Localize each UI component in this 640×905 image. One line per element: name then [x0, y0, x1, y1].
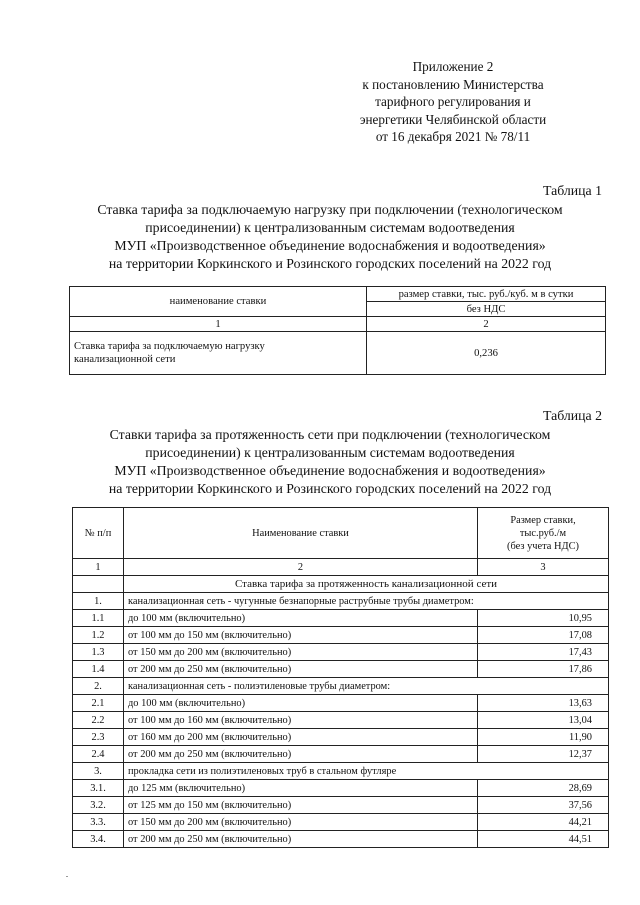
- table1-title-line: на территории Коркинского и Розинского городских поселений на 2022 год: [108, 256, 552, 271]
- appendix-header: [333, 58, 573, 146]
- table2-row-number: 3.1.: [73, 780, 124, 797]
- table2-row: [73, 831, 609, 848]
- table1-title: [40, 201, 620, 273]
- table2-row-name: от 150 мм до 200 мм (включительно): [124, 814, 478, 831]
- scan-speck: [66, 876, 68, 877]
- table2-row-number: 1.3: [73, 644, 124, 661]
- appendix-line: от 16 декабря 2021 № 78/11: [375, 129, 531, 144]
- table2-row: [73, 712, 609, 729]
- table1-row-name: [70, 332, 367, 375]
- table2-row-number: 3.: [73, 763, 124, 780]
- table2-row-number: 3.2.: [73, 797, 124, 814]
- appendix-line: энергетики Челябинской области: [359, 111, 547, 127]
- table2-row-name: от 100 мм до 160 мм (включительно): [124, 712, 478, 729]
- table1-title-line: МУП «Производственное объединение водоснабжения и водоотведения»: [114, 238, 546, 253]
- table2-row-name: от 150 мм до 200 мм (включительно): [124, 644, 478, 661]
- table1-row-value: 0,236: [367, 332, 606, 375]
- table2-row-number: 3.4.: [73, 831, 124, 848]
- table2-label: Таблица 2: [542, 408, 602, 423]
- table2-row: [73, 627, 609, 644]
- table2-row-value: 44,51: [478, 831, 609, 848]
- table2-row: [73, 661, 609, 678]
- table2-group-row: [73, 678, 609, 695]
- table1-header-size-sub: без НДС: [367, 302, 606, 317]
- table2-row-number: 2.3: [73, 729, 124, 746]
- table2-row: [73, 814, 609, 831]
- table2-title-line: присоединении) к централизованным системам водоотведения: [145, 445, 515, 460]
- table2-row: [73, 746, 609, 763]
- table2-row-value: 13,63: [478, 695, 609, 712]
- table2-row-name: от 160 мм до 200 мм (включительно): [124, 729, 478, 746]
- table2-row-number: 1.4: [73, 661, 124, 678]
- table2-row-name: от 200 мм до 250 мм (включительно): [124, 746, 478, 763]
- table1-title-line: присоединении) к централизованным системам водоотведения: [145, 220, 515, 235]
- table1-colnum: 1: [70, 317, 367, 332]
- appendix-line: к постановлению Министерства: [362, 76, 544, 92]
- table2-title: [40, 426, 620, 498]
- table2-row-number: 2.1: [73, 695, 124, 712]
- table2-row-name: канализационная сеть - полиэтиленовые трубы диаметром:: [124, 678, 609, 695]
- table2-row-name: канализационная сеть - чугунные безнапорные раструбные трубы диаметром:: [124, 593, 609, 610]
- table1-label: Таблица 1: [542, 183, 602, 198]
- table2-row-value: 17,08: [478, 627, 609, 644]
- table2-row-name: прокладка сети из полиэтиленовых труб в стальном футляре: [124, 763, 609, 780]
- table1-colnum: 2: [367, 317, 606, 332]
- table2-row-number: 1.1: [73, 610, 124, 627]
- table2-header-size: [478, 508, 609, 559]
- table2-row: [73, 644, 609, 661]
- table2-row: [73, 729, 609, 746]
- table2-row-value: 17,43: [478, 644, 609, 661]
- table2-row-name: до 100 мм (включительно): [124, 695, 478, 712]
- table2-group-row: [73, 593, 609, 610]
- table2-header-size-line: (без учета НДС): [507, 540, 579, 552]
- table2-header-size-line: Размер ставки,: [510, 514, 576, 526]
- table2-row-value: 17,86: [478, 661, 609, 678]
- table1-header-size: размер ставки, тыс. руб./куб. м в сутки: [367, 287, 606, 302]
- table2-header-size-line: тыс.руб./м: [519, 527, 567, 539]
- table2-header-no: № п/п: [73, 508, 124, 559]
- table2-row: [73, 797, 609, 814]
- table2-section-spacer: [73, 576, 124, 593]
- table2-row-value: 10,95: [478, 610, 609, 627]
- table2-row-value: 12,37: [478, 746, 609, 763]
- table1: [69, 286, 606, 375]
- table2-row-value: 28,69: [478, 780, 609, 797]
- table2-section-title: Ставка тарифа за протяженность канализационной сети: [124, 576, 609, 593]
- table2-colnum: 2: [124, 559, 478, 576]
- table2-row-name: до 125 мм (включительно): [124, 780, 478, 797]
- table1-row-name-line: Ставка тарифа за подключаемую нагрузку: [74, 341, 265, 352]
- table2-colnum: 1: [73, 559, 124, 576]
- table2-group-row: [73, 763, 609, 780]
- table2-row: [73, 695, 609, 712]
- table1-header-name: наименование ставки: [70, 287, 367, 317]
- table2-colnum: 3: [478, 559, 609, 576]
- table2-row-name: от 125 мм до 150 мм (включительно): [124, 797, 478, 814]
- table1-title-line: Ставка тарифа за подключаемую нагрузку при подключении (технологическом: [97, 202, 563, 217]
- table2-row-number: 2.: [73, 678, 124, 695]
- table2-row-value: 37,56: [478, 797, 609, 814]
- table2-row-value: 13,04: [478, 712, 609, 729]
- table2-row-value: 44,21: [478, 814, 609, 831]
- table2-row-number: 3.3.: [73, 814, 124, 831]
- table2-row-value: 11,90: [478, 729, 609, 746]
- table2: [72, 507, 609, 848]
- table2-row: [73, 610, 609, 627]
- table2-row-number: 2.2: [73, 712, 124, 729]
- table2-row-name: от 200 мм до 250 мм (включительно): [124, 661, 478, 678]
- table2-title-line: МУП «Производственное объединение водоснабжения и водоотведения»: [114, 463, 546, 478]
- appendix-line: Приложение 2: [412, 59, 494, 74]
- table2-header-name: Наименование ставки: [124, 508, 478, 559]
- appendix-line: тарифного регулирования и: [375, 94, 531, 109]
- table2-row-number: 1.2: [73, 627, 124, 644]
- table2-row: [73, 780, 609, 797]
- table1-row-name-line: канализационной сети: [74, 354, 176, 365]
- table2-row-number: 2.4: [73, 746, 124, 763]
- table2-title-line: на территории Коркинского и Розинского городских поселений на 2022 год: [108, 481, 552, 496]
- table2-title-line: Ставки тарифа за протяженность сети при подключении (технологическом: [109, 427, 551, 442]
- table2-row-name: до 100 мм (включительно): [124, 610, 478, 627]
- table2-row-number: 1.: [73, 593, 124, 610]
- table2-row-name: от 100 мм до 150 мм (включительно): [124, 627, 478, 644]
- table2-row-name: от 200 мм до 250 мм (включительно): [124, 831, 478, 848]
